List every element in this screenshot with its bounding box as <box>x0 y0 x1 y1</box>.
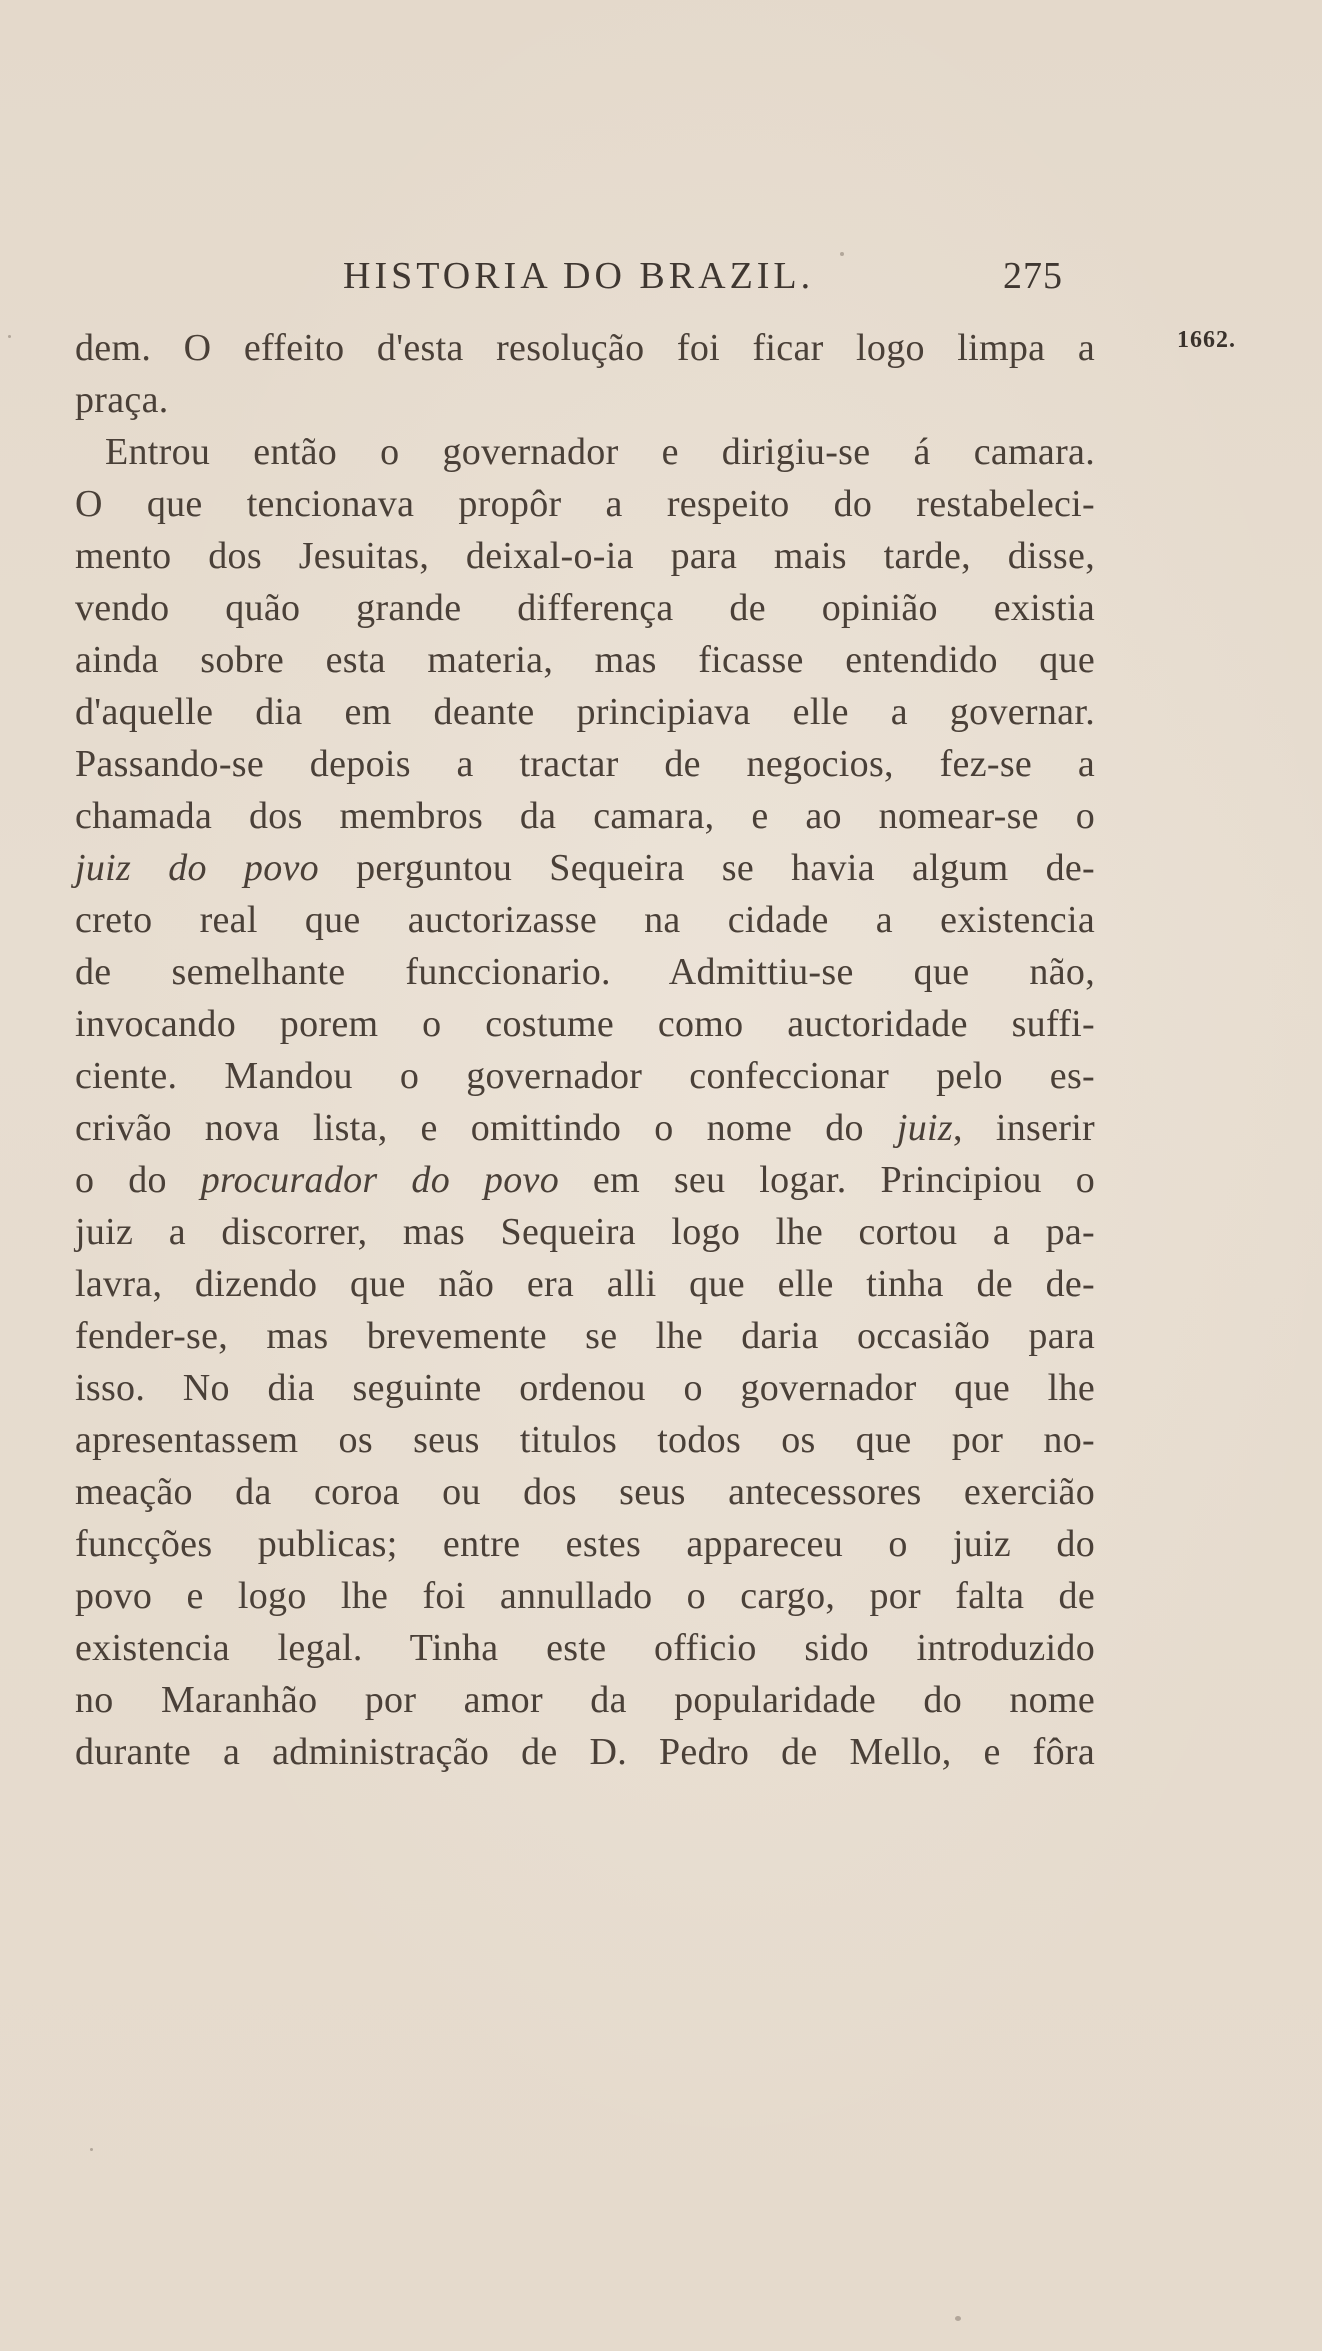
text-line <box>75 1570 1095 1622</box>
line-text: apresentassem os seus titulos todos os que por no- <box>75 1419 1095 1461</box>
text-line <box>75 1050 1095 1102</box>
text-line <box>75 426 1095 478</box>
text-line <box>75 530 1095 582</box>
running-header <box>343 254 1063 304</box>
text-line <box>75 894 1095 946</box>
text-line <box>75 946 1095 998</box>
line-text: isso. No dia seguinte ordenou o governador que lhe <box>75 1367 1095 1409</box>
line-text: d'aquelle dia em deante principiava elle a governar. <box>75 691 1095 733</box>
text-line <box>75 686 1095 738</box>
line-text: povo e logo lhe foi annullado o cargo, por falta de <box>75 1575 1095 1617</box>
line-text: o do <box>75 1159 201 1201</box>
text-line <box>75 1466 1095 1518</box>
text-line <box>75 478 1095 530</box>
text-line <box>75 998 1095 1050</box>
line-text-after: em seu logar. Principiou o <box>559 1159 1095 1201</box>
line-text: dem. O effeito d'esta resolução foi ficar logo limpa a <box>75 327 1095 369</box>
line-text: crivão nova lista, e omittindo o nome do <box>75 1107 897 1149</box>
margin-year: 1662. <box>1177 327 1236 353</box>
line-text-after: , inserir <box>953 1107 1096 1149</box>
line-text: de semelhante funccionario. Admittiu-se que não, <box>75 951 1095 993</box>
line-text: ainda sobre esta materia, mas ficasse entendido que <box>75 639 1095 681</box>
line-text: mento dos Jesuitas, deixal-o-ia para mais tarde, disse, <box>75 535 1095 577</box>
text-line <box>75 1362 1095 1414</box>
line-italic: juiz <box>896 1107 953 1149</box>
line-text: invocando porem o costume como auctoridade suffi- <box>75 1003 1095 1045</box>
text-line <box>75 1310 1095 1362</box>
text-line <box>75 582 1095 634</box>
text-line <box>75 1154 1095 1206</box>
line-text: creto real que auctorizasse na cidade a existencia <box>75 899 1095 941</box>
text-line <box>75 738 1095 790</box>
line-text: praça. <box>75 379 169 421</box>
text-line <box>75 1414 1095 1466</box>
line-text: O que tencionava propôr a respeito do restabeleci- <box>75 483 1095 525</box>
text-line <box>75 1102 1095 1154</box>
line-text: lavra, dizendo que não era alli que elle tinha de de- <box>75 1263 1095 1305</box>
line-text: meação da coroa ou dos seus antecessores exercião <box>75 1471 1095 1513</box>
text-line <box>75 1622 1095 1674</box>
line-text: fender-se, mas brevemente se lhe daria occasião para <box>75 1315 1095 1357</box>
text-line <box>75 1518 1095 1570</box>
line-text: juiz a discorrer, mas Sequeira logo lhe cortou a pa- <box>75 1211 1095 1253</box>
line-text: existencia legal. Tinha este officio sido introduzido <box>75 1627 1095 1669</box>
running-title: HISTORIA DO BRAZIL. <box>343 255 815 297</box>
line-text: vendo quão grande differença de opinião existia <box>75 587 1095 629</box>
text-line <box>75 322 1095 374</box>
body-text <box>75 322 1095 1778</box>
text-line <box>75 790 1095 842</box>
line-text: ciente. Mandou o governador confeccionar pelo es- <box>75 1055 1095 1097</box>
paper-speck <box>8 335 11 338</box>
line-italic: procurador do povo <box>200 1159 559 1201</box>
text-line <box>75 634 1095 686</box>
line-text: funcções publicas; entre estes appareceu o juiz do <box>75 1523 1095 1565</box>
text-line <box>75 1674 1095 1726</box>
page-number: 275 <box>1003 255 1063 297</box>
line-text: chamada dos membros da camara, e ao nomear-se o <box>75 795 1095 837</box>
text-line <box>75 1726 1095 1778</box>
line-text: Entrou então o governador e dirigiu-se á camara. <box>105 431 1095 473</box>
line-text: durante a administração de D. Pedro de Mello, e fôra <box>75 1731 1095 1773</box>
paper-speck <box>90 2148 93 2151</box>
line-italic: juiz do povo <box>75 847 319 889</box>
text-line <box>75 374 1095 426</box>
line-text-after: perguntou Sequeira se havia algum de- <box>318 847 1095 889</box>
paper-speck <box>955 2316 961 2321</box>
text-line <box>75 1258 1095 1310</box>
text-line <box>75 1206 1095 1258</box>
line-text: no Maranhão por amor da popularidade do nome <box>75 1679 1095 1721</box>
text-line <box>75 842 1095 894</box>
line-text: Passando-se depois a tractar de negocios, fez-se a <box>75 743 1095 785</box>
paper-speck <box>840 252 844 256</box>
